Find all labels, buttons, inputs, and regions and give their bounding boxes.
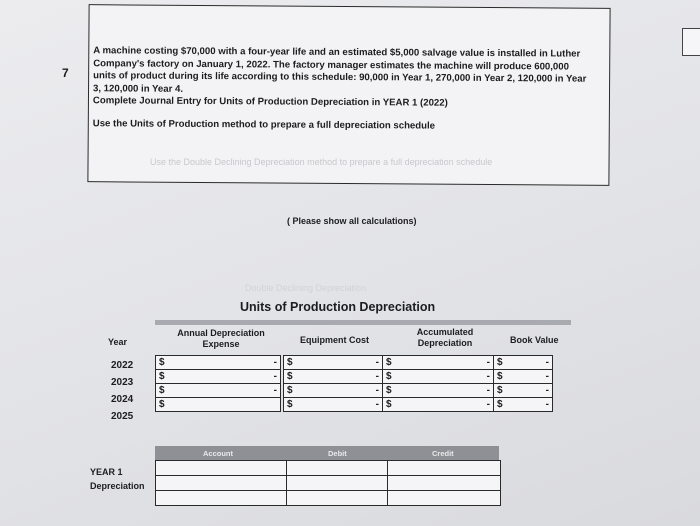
schedule-title: Units of Production Depreciation	[240, 300, 436, 314]
table-row	[284, 370, 553, 384]
accumulated-depreciation-cell[interactable]: $ -	[383, 370, 494, 384]
journal-account-cell[interactable]	[156, 491, 287, 506]
equipment-cost-cell[interactable]: $ -	[284, 356, 383, 370]
header-annual-depreciation: Annual Depreciation Expense	[177, 328, 265, 349]
table-row	[156, 356, 281, 370]
header-accumulated-depreciation: Accumulated Depreciation	[416, 327, 474, 348]
equipment-cost-cell[interactable]: $ -	[284, 384, 383, 398]
annual-expense-cell[interactable]: $ -	[156, 370, 281, 384]
table-row	[156, 461, 501, 476]
annual-expense-cell[interactable]: $ -	[156, 356, 281, 370]
table-row	[156, 491, 501, 506]
book-value-cell[interactable]: $ -	[494, 384, 553, 398]
table-row	[156, 398, 281, 412]
year-label: 2022	[111, 360, 134, 371]
header-equipment-cost: Equipment Cost	[300, 335, 369, 345]
annual-expense-cell[interactable]: $	[156, 398, 281, 412]
book-value-cell[interactable]: $ -	[494, 398, 553, 412]
annual-expense-cell[interactable]: $ -	[156, 384, 281, 398]
accumulated-depreciation-cell[interactable]: $ -	[383, 356, 494, 370]
journal-col-debit: Debit	[328, 449, 347, 458]
table-row	[156, 476, 501, 491]
year-label: 2023	[111, 377, 134, 388]
question-text-line: Company's factory on January 1, 2022. The factory manager estimates the machine will produce 600,000	[93, 57, 570, 73]
method-instruction: Use the Units of Production method to prepare a full depreciation schedule	[92, 118, 436, 132]
journal-col-credit: Credit	[432, 449, 454, 458]
equipment-cost-cell[interactable]: $ -	[284, 370, 383, 384]
year-label: 2024	[111, 394, 134, 405]
schedule-header-bar	[155, 320, 571, 325]
table-row	[156, 384, 281, 398]
calculation-note: ( Please show all calculations)	[287, 216, 417, 226]
journal-credit-cell[interactable]	[388, 476, 501, 491]
journal-col-account: Account	[203, 449, 233, 458]
header-book-value: Book Value	[510, 335, 559, 345]
accumulated-depreciation-cell[interactable]: $ -	[383, 384, 494, 398]
question-text-line: A machine costing $70,000 with a four-year life and an estimated $5,000 salvage value is installed in Luther	[93, 45, 581, 60]
equipment-cost-cell[interactable]: $ -	[284, 398, 383, 412]
question-number: 7	[62, 66, 69, 80]
table-row	[284, 356, 553, 370]
journal-account-cell[interactable]	[156, 476, 287, 491]
ghost-title: Double Declining Depreciation	[245, 283, 367, 293]
table-row	[156, 370, 281, 384]
journal-debit-cell[interactable]	[287, 461, 388, 476]
schedule-values-table	[283, 355, 553, 412]
journal-credit-cell[interactable]	[388, 461, 501, 476]
journal-entry-table	[155, 460, 501, 506]
book-value-cell[interactable]: $ -	[494, 356, 553, 370]
book-value-cell[interactable]: $ -	[494, 370, 553, 384]
journal-debit-cell[interactable]	[287, 476, 388, 491]
journal-account-cell[interactable]	[156, 461, 287, 476]
journal-credit-cell[interactable]	[388, 491, 501, 506]
faded-instruction: Use the Double Declining Depreciation method to prepare a full depreciation schedule	[150, 157, 493, 167]
annual-depreciation-column	[155, 355, 281, 412]
journal-label: YEAR 1 Depreciation	[90, 467, 145, 491]
question-text-line: 3, 120,000 in Year 4.	[93, 82, 184, 95]
table-row	[284, 398, 553, 412]
table-row	[284, 384, 553, 398]
accumulated-depreciation-cell[interactable]: $ -	[383, 398, 494, 412]
journal-debit-cell[interactable]	[287, 491, 388, 506]
year-label: 2025	[111, 411, 134, 422]
question-instruction: Complete Journal Entry for Units of Production Depreciation in YEAR 1 (2022)	[92, 95, 448, 110]
page-edge-tab	[682, 28, 700, 56]
question-text-line: units of product during its life according to this schedule: 90,000 in Year 1, 270,000 in Year 2, 120,000 in Year	[93, 70, 587, 85]
header-year: Year	[108, 337, 128, 347]
